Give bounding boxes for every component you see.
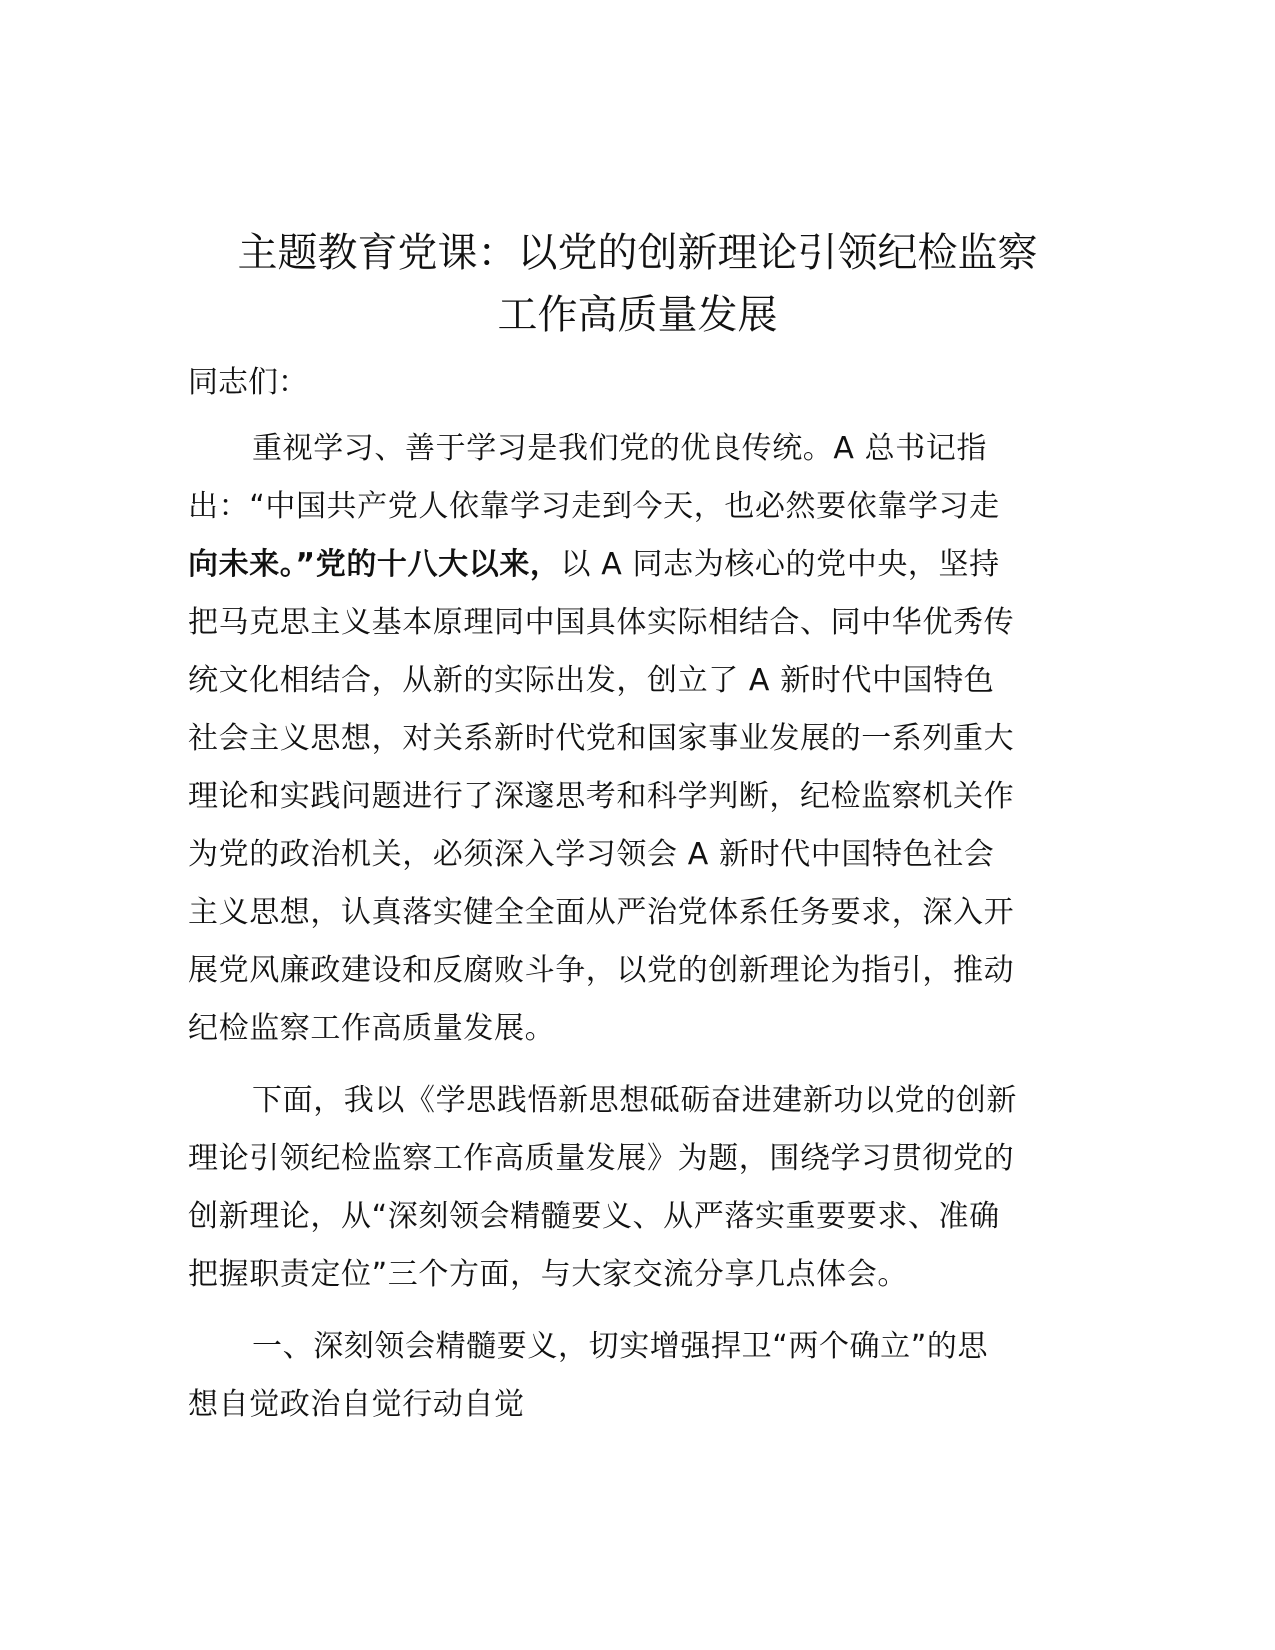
paragraph-line: 主义思想，认真落实健全全面从严治党体系任务要求，深入开 xyxy=(188,895,1015,930)
section-heading xyxy=(188,1318,1088,1434)
paragraph-intro xyxy=(188,420,1088,1058)
paragraph-line: 统文化相结合，从新的实际出发，创立了 A 新时代中国特色 xyxy=(188,663,995,698)
paragraph-line: 纪检监察工作高质量发展。 xyxy=(188,1011,556,1046)
paragraph-line: 把握职责定位”三个方面，与大家交流分享几点体会。 xyxy=(188,1257,908,1292)
paragraph-line: 理论引领纪检监察工作高质量发展》为题，围绕学习贯彻党的 xyxy=(188,1141,1015,1176)
paragraph-line: 重视学习、善于学习是我们党的优良传统。A 总书记指 xyxy=(252,431,988,466)
bold-text: 党的十八大以来， xyxy=(315,547,561,582)
paragraph-line: 下面，我以《学思践悟新思想砥砺奋进建新功以党的创新 xyxy=(252,1083,1017,1118)
paragraph-line: 把马克思主义基本原理同中国具体实际相结合、同中华优秀传 xyxy=(188,605,1015,640)
paragraph-topic xyxy=(188,1072,1088,1304)
paragraph-line: 为党的政治机关，必须深入学习领会 A 新时代中国特色社会 xyxy=(188,837,995,872)
line-text: 以 A 同志为核心的党中央，坚持 xyxy=(560,547,1000,582)
document-title xyxy=(185,222,1090,346)
document-body xyxy=(188,360,1088,1448)
paragraph-line: 创新理论，从“深刻领会精髓要义、从严落实重要要求、准确 xyxy=(188,1199,1000,1234)
paragraph-line xyxy=(188,536,1088,594)
salutation: 同志们： xyxy=(188,365,308,400)
paragraph-line: 理论和实践问题进行了深邃思考和科学判断，纪检监察机关作 xyxy=(188,779,1015,814)
title-line: 工作高质量发展 xyxy=(497,292,778,338)
paragraph-line: 想自觉政治自觉行动自觉 xyxy=(188,1387,525,1422)
paragraph-line: 社会主义思想，对关系新时代党和国家事业发展的一系列重大 xyxy=(188,721,1015,756)
paragraph-line: 展党风廉政建设和反腐败斗争，以党的创新理论为指引，推动 xyxy=(188,953,1015,988)
paragraph-line: 一、深刻领会精髓要义，切实增强捍卫“两个确立”的思 xyxy=(252,1329,989,1364)
title-line: 主题教育党课：以党的创新理论引领纪检监察 xyxy=(237,230,1038,276)
bold-text: 向未来。” xyxy=(188,547,316,582)
paragraph-line: 出：“中国共产党人依靠学习走到今天，也必然要依靠学习走 xyxy=(188,489,1000,524)
